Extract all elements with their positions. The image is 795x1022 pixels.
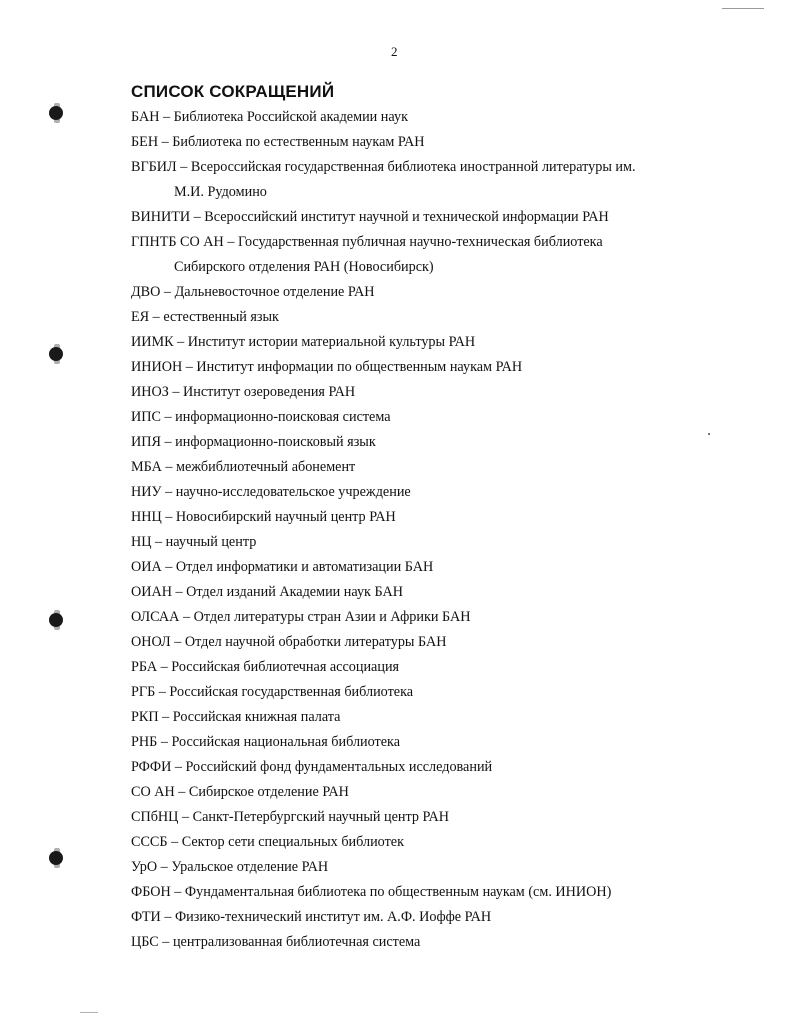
abbreviation-entry <box>131 280 731 305</box>
abbreviation-entry <box>131 330 731 355</box>
entry-continuation: М.И. Рудомино <box>174 184 267 200</box>
abbreviation-entry <box>131 630 731 655</box>
abbreviation-entry <box>131 205 731 230</box>
abbreviation-entry <box>131 930 731 955</box>
page-number: 2 <box>391 44 398 59</box>
entry-text: РБА – Российская библиотечная ассоциация <box>131 659 400 675</box>
entry-text: ВГБИЛ – Всероссийская государственная библиотека иностранной литературы им. <box>131 159 636 175</box>
abbreviation-entry <box>131 230 731 280</box>
entry-continuation: Сибирского отделения РАН (Новосибирск) <box>174 259 434 275</box>
punch-hole-3 <box>49 613 63 627</box>
page-title: СПИСОК СОКРАЩЕНИЙ <box>131 82 335 101</box>
entry-text: ИНОЗ – Институт озероведения РАН <box>131 384 356 400</box>
entry-text: ФТИ – Физико-технический институт им. А.Ф. Иоффе РАН <box>131 909 492 925</box>
abbreviation-entry <box>131 130 731 155</box>
abbreviation-entry <box>131 655 731 680</box>
entry-text: ФБОН – Фундаментальная библиотека по общественным наукам (см. ИНИОН) <box>131 884 612 900</box>
abbreviation-entry <box>131 805 731 830</box>
abbreviation-entry <box>131 530 731 555</box>
abbreviation-entry <box>131 605 731 630</box>
abbreviation-entry <box>131 730 731 755</box>
scan-artifact-line-bottom <box>80 1012 98 1013</box>
entry-text: ИИМК – Институт истории материальной культуры РАН <box>131 334 476 350</box>
entry-text: ИПС – информационно-поисковая система <box>131 409 391 425</box>
abbreviation-entry <box>131 855 731 880</box>
entry-text: ЦБС – централизованная библиотечная система <box>131 934 421 950</box>
entry-text: ВИНИТИ – Всероссийский институт научной и технической информации РАН <box>131 209 609 225</box>
abbreviation-entry <box>131 405 731 430</box>
entry-text: РКП – Российская книжная палата <box>131 709 341 725</box>
entry-text: ОИАН – Отдел изданий Академии наук БАН <box>131 584 403 600</box>
abbreviation-entry <box>131 880 731 905</box>
abbreviation-entry <box>131 505 731 530</box>
abbreviation-entry <box>131 755 731 780</box>
entry-text: СССБ – Сектор сети специальных библиотек <box>131 834 404 850</box>
entry-text: НИУ – научно-исследовательское учреждение <box>131 484 411 500</box>
abbreviation-entry <box>131 905 731 930</box>
abbreviation-entry <box>131 580 731 605</box>
abbreviation-entry <box>131 480 731 505</box>
entry-text: ОЛСАА – Отдел литературы стран Азии и Африки БАН <box>131 609 471 625</box>
punch-hole-1 <box>49 106 63 120</box>
abbreviation-entry <box>131 355 731 380</box>
entry-text: ОНОЛ – Отдел научной обработки литературы БАН <box>131 634 447 650</box>
entry-text: БЕН – Библиотека по естественным наукам РАН <box>131 134 425 150</box>
entry-text: ННЦ – Новосибирский научный центр РАН <box>131 509 396 525</box>
entry-text: НЦ – научный центр <box>131 534 257 550</box>
entry-text: ЕЯ – естественный язык <box>131 309 279 325</box>
abbreviation-entry <box>131 780 731 805</box>
entry-text: ДВО – Дальневосточное отделение РАН <box>131 284 375 300</box>
abbreviation-entry <box>131 830 731 855</box>
entry-text: ГПНТБ СО АН – Государственная публичная научно-техническая библиотека <box>131 234 603 250</box>
entry-text: РФФИ – Российский фонд фундаментальных исследований <box>131 759 493 775</box>
entry-text: БАН – Библиотека Российской академии наук <box>131 109 408 125</box>
abbreviation-entry <box>131 455 731 480</box>
abbreviation-entry <box>131 305 731 330</box>
abbreviation-entry <box>131 680 731 705</box>
entry-text: УрО – Уральское отделение РАН <box>131 859 329 875</box>
entry-text: СПбНЦ – Санкт-Петербургский научный центр РАН <box>131 809 450 825</box>
entry-text: ОИА – Отдел информатики и автоматизации БАН <box>131 559 434 575</box>
entry-text: ИНИОН – Институт информации по общественным наукам РАН <box>131 359 523 375</box>
entry-text: ИПЯ – информационно-поисковый язык <box>131 434 376 450</box>
punch-hole-4 <box>49 851 63 865</box>
abbreviation-entry <box>131 105 731 130</box>
abbreviation-entry <box>131 155 731 205</box>
entry-text: РНБ – Российская национальная библиотека <box>131 734 401 750</box>
entry-text: СО АН – Сибирское отделение РАН <box>131 784 349 800</box>
abbreviation-list <box>131 105 731 955</box>
punch-hole-2 <box>49 347 63 361</box>
entry-text: МБА – межбиблиотечный абонемент <box>131 459 356 475</box>
entry-text: РГБ – Российская государственная библиотека <box>131 684 414 700</box>
abbreviation-entry <box>131 555 731 580</box>
abbreviation-entry <box>131 705 731 730</box>
abbreviation-entry <box>131 430 731 455</box>
abbreviation-entry <box>131 380 731 405</box>
scan-artifact-line <box>722 8 764 9</box>
